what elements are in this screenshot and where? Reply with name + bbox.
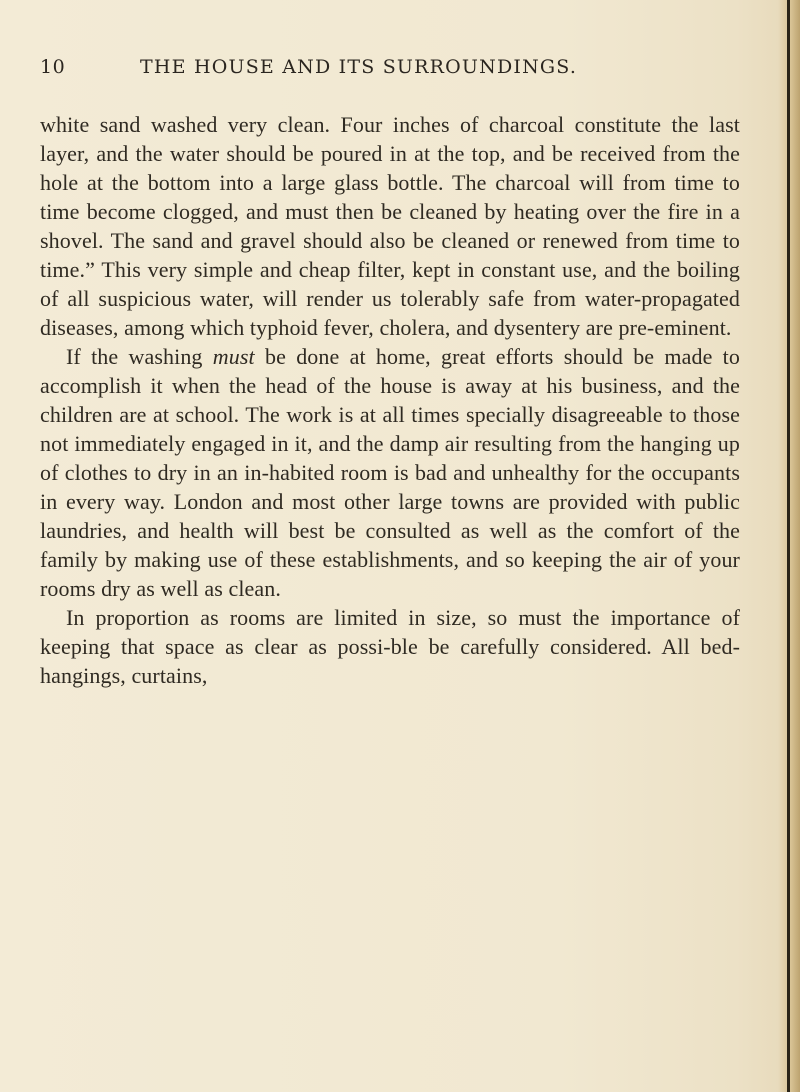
page-edge-line (787, 0, 790, 1092)
paragraph-text-before: If the washing (66, 344, 213, 369)
running-title: THE HOUSE AND ITS SURROUNDINGS. (140, 56, 578, 78)
paragraph-filter-description: white sand washed very clean. Four inches of charcoal constitute the last layer, and the water should be poured in at the top, and be received from the hole at the bottom into a large glass bottle. The charcoal will from time to time become clogged, and must then be cleaned by heating over the fire in a shovel. The sand and gravel should also be cleaned or renewed from time to time.” This very simple and cheap filter, kept in constant use, and the boiling of all suspicious water, will render us tolerably safe from water-propagated diseases, among which typhoid fever, cholera, and dysentery are pre-eminent. (40, 112, 740, 340)
running-header (40, 56, 760, 86)
page-number: 10 (40, 56, 66, 78)
paragraph-text-after: be done at home, great efforts should be made to accomplish it when the head of the house is away at his business, and the children are at school. The work is at all times specially disagreeable to those not immediately engaged in it, and the damp air resulting from the hanging up of clothes to dry in an in-habited room is bad and unhealthy for the occupants in every way. London and most other large towns are provided with public laundries, and health will best be consulted as well as the comfort of the family by making use of these establishments, and so keeping the air of your rooms dry as well as clean. (40, 344, 740, 601)
paragraph-washing-at-home (40, 342, 740, 603)
emphasis-must: must (212, 344, 255, 369)
paragraph-room-space: In proportion as rooms are limited in size, so must the importance of keeping that space as clear as possi-ble be carefully considered. All bed-hangings, curtains, (40, 605, 740, 688)
body-text (40, 110, 740, 690)
